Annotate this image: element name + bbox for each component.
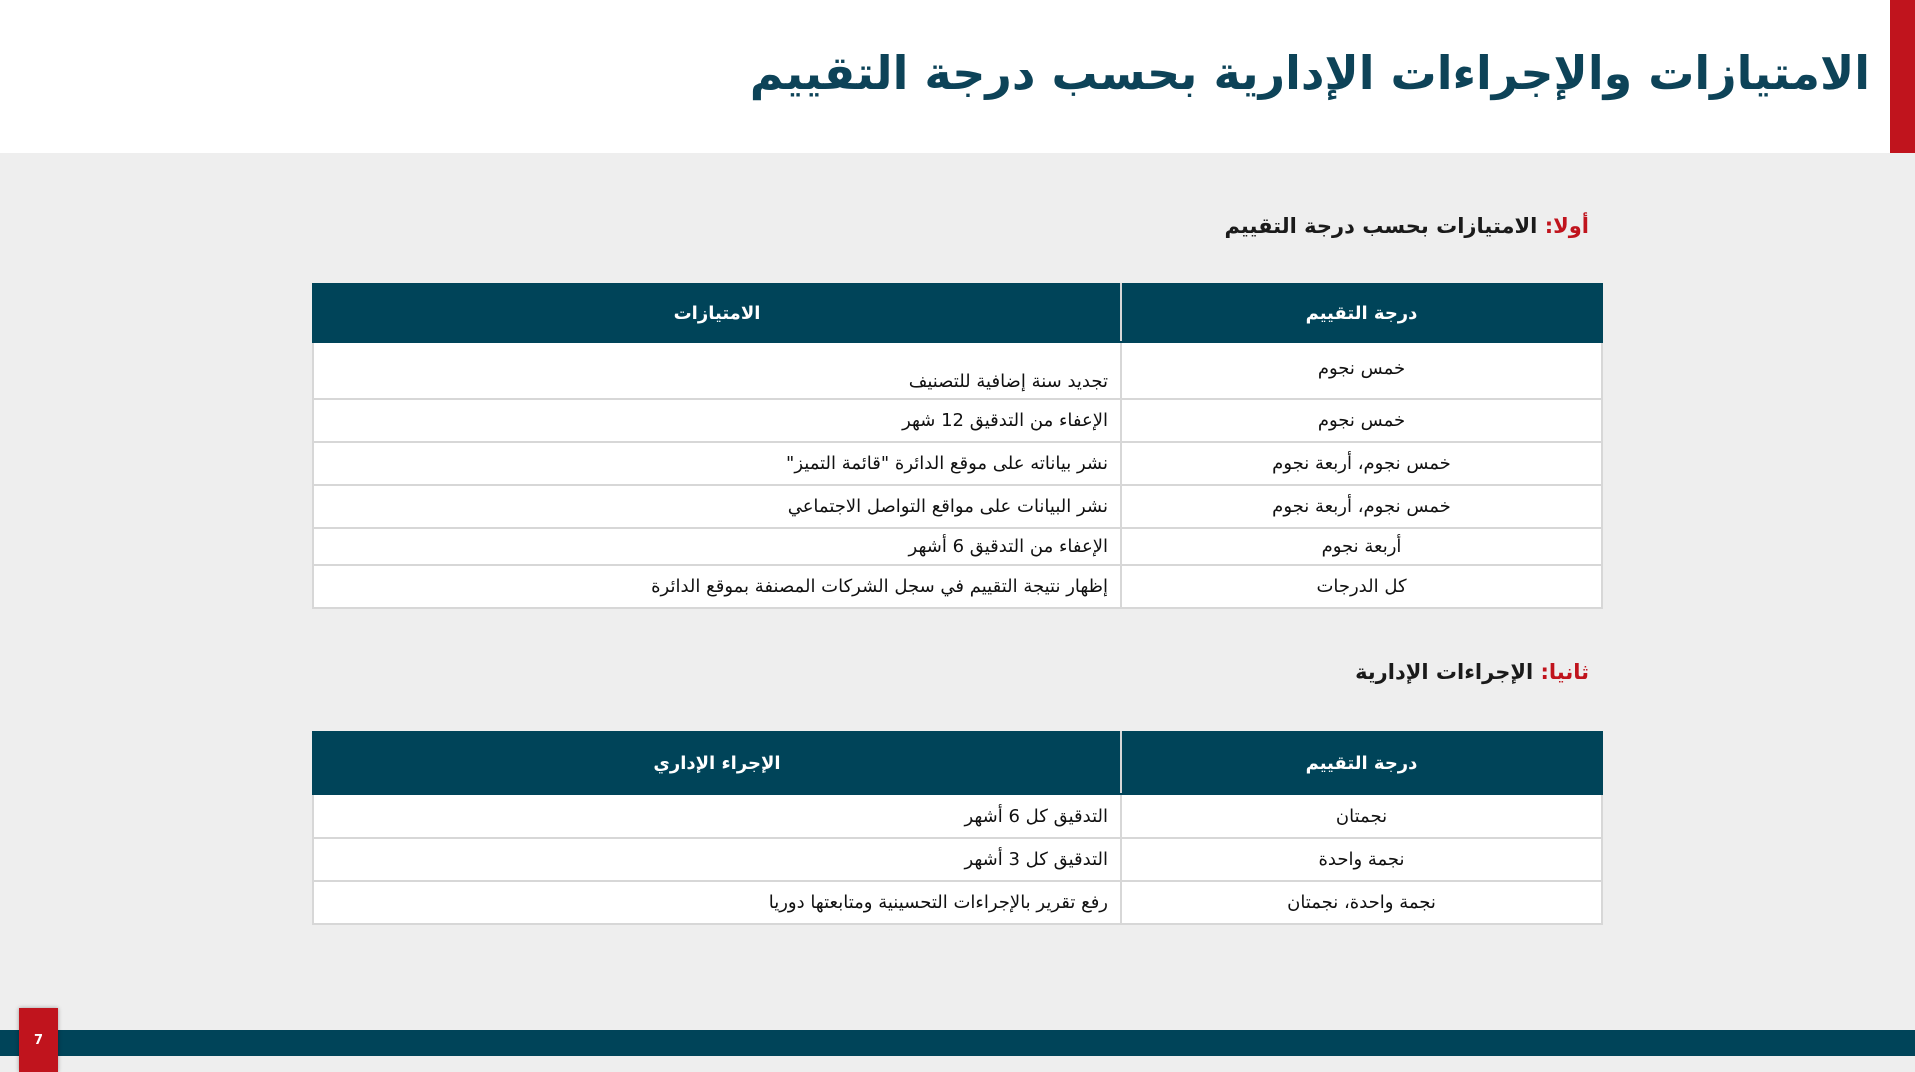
grade-cell: خمس نجوم (1121, 342, 1602, 399)
grade-cell: خمس نجوم (1121, 399, 1602, 442)
privilege-cell: الإعفاء من التدقيق 6 أشهر (313, 528, 1121, 565)
grade-cell: كل الدرجات (1121, 565, 1602, 608)
column-header-admin-action: الإجراء الإداري (313, 732, 1121, 794)
column-header-grade: درجة التقييم (1121, 284, 1602, 342)
privilege-cell: نشر بياناته على موقع الدائرة "قائمة التميز" (313, 442, 1121, 485)
section-title: الإجراءات الإدارية (1355, 660, 1541, 684)
admin-action-cell: رفع تقرير بالإجراءات التحسينية ومتابعتها دوريا (313, 881, 1121, 924)
section-title: الامتيازات بحسب درجة التقييم (1224, 214, 1545, 238)
privilege-cell: إظهار نتيجة التقييم في سجل الشركات المصنفة بموقع الدائرة (313, 565, 1121, 608)
column-header-privileges: الامتيازات (313, 284, 1121, 342)
grade-cell: نجمة واحدة (1121, 838, 1602, 881)
privilege-cell: الإعفاء من التدقيق 12 شهر (313, 399, 1121, 442)
header (0, 0, 1915, 153)
privilege-cell: تجديد سنة إضافية للتصنيف (313, 342, 1121, 399)
column-header-grade: درجة التقييم (1121, 732, 1602, 794)
table-row (313, 485, 1602, 528)
table-row (313, 881, 1602, 924)
admin-actions-table (312, 731, 1603, 925)
grade-cell: خمس نجوم، أربعة نجوم (1121, 485, 1602, 528)
table-row (313, 838, 1602, 881)
page-title: الامتيازات والإجراءات الإدارية بحسب درجة التقييم (749, 46, 1870, 100)
page-number-badge: 7 (19, 1008, 58, 1072)
table-header-row (313, 284, 1602, 342)
grade-cell: نجمتان (1121, 794, 1602, 838)
privileges-table (312, 283, 1603, 609)
grade-cell: نجمة واحدة، نجمتان (1121, 881, 1602, 924)
table-row (313, 442, 1602, 485)
table-row (313, 794, 1602, 838)
table-row (313, 565, 1602, 608)
privilege-cell: نشر البيانات على مواقع التواصل الاجتماعي (313, 485, 1121, 528)
footer-bar (0, 1030, 1915, 1056)
admin-action-cell: التدقيق كل 3 أشهر (313, 838, 1121, 881)
table-row (313, 399, 1602, 442)
table-row (313, 528, 1602, 565)
table-header-row (313, 732, 1602, 794)
header-accent-bar (1890, 0, 1915, 153)
section-ordinal: أولا: (1544, 214, 1589, 238)
section-heading-privileges (1224, 210, 1589, 242)
grade-cell: أربعة نجوم (1121, 528, 1602, 565)
section-heading-admin-actions (1355, 656, 1589, 688)
grade-cell: خمس نجوم، أربعة نجوم (1121, 442, 1602, 485)
table-row (313, 342, 1602, 399)
section-ordinal: ثانيا: (1540, 660, 1589, 684)
admin-action-cell: التدقيق كل 6 أشهر (313, 794, 1121, 838)
